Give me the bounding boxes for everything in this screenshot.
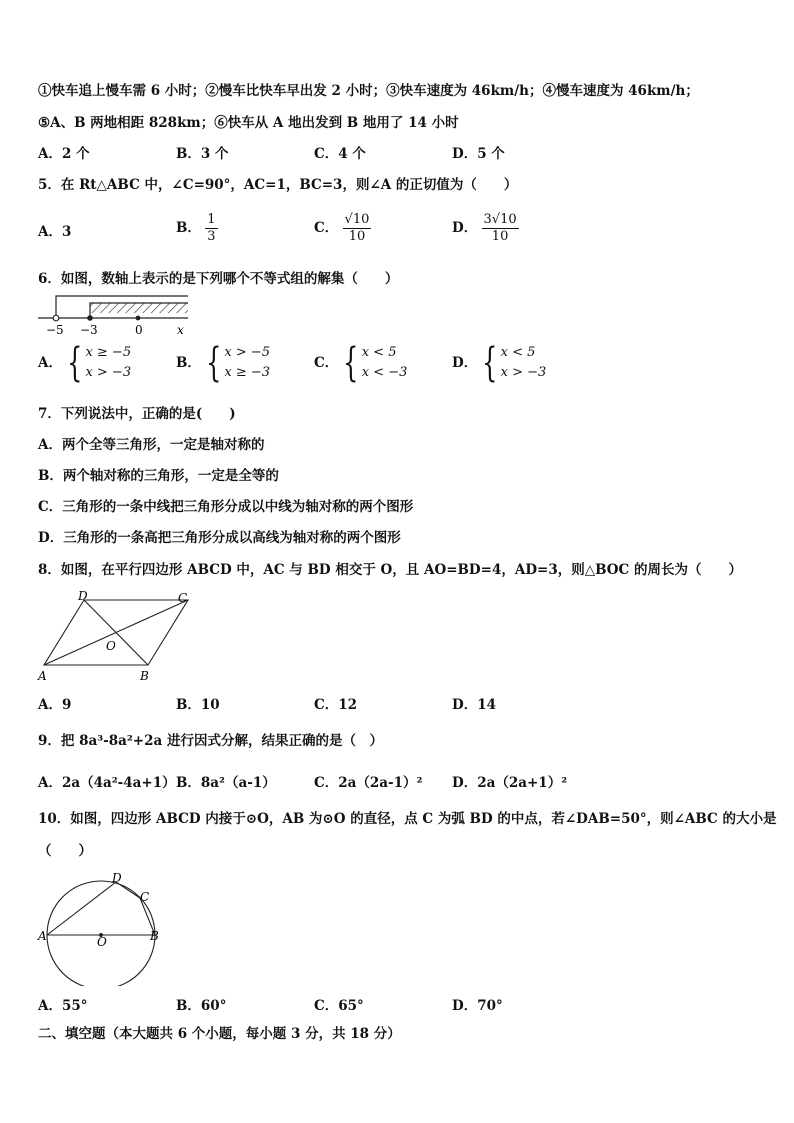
left-brace: { <box>482 340 498 386</box>
q6-option-a <box>38 340 132 386</box>
fraction <box>205 212 217 245</box>
point-label-b: B <box>140 669 149 683</box>
fraction <box>343 212 372 245</box>
point-label-a: A <box>38 669 47 683</box>
q9-option-d: D．2a（2a+1）² <box>452 775 568 791</box>
q9-option-c: C．2a（2a-1）² <box>314 775 423 791</box>
numerator: 3√10 <box>483 212 517 227</box>
point-label-o: O <box>106 639 116 653</box>
option-label: C． <box>314 355 339 371</box>
q10-option-a: A．55° <box>38 998 88 1014</box>
inequality-row-2: x > −3 <box>85 365 132 380</box>
point-label-d: D <box>112 871 122 885</box>
point-label-b: B <box>150 929 159 943</box>
hatched-region <box>90 303 188 313</box>
question-10-stem-paren: （ ） <box>38 843 92 859</box>
left-brace: { <box>67 340 83 386</box>
open-point-minus-5 <box>53 315 59 321</box>
question-9-stem: 9．把 8a³-8a²+2a 进行因式分解，结果正确的是（ ） <box>38 733 383 749</box>
q9-option-a: A．2a（4a²-4a+1） <box>38 775 176 791</box>
denominator: 10 <box>491 229 509 244</box>
tick-label-minus-5: −5 <box>46 323 64 337</box>
point-label-c: C <box>140 890 150 904</box>
inequality-system <box>452 340 547 386</box>
inequality-system <box>314 340 408 386</box>
parallelogram-figure <box>36 588 196 684</box>
left-brace: { <box>343 340 359 386</box>
question-4-line-2: ⑤A、B 两地相距 828km；⑥快车从 A 地出发到 B 地用了 14 小时 <box>38 115 459 131</box>
q10-option-b: B．60° <box>176 998 227 1014</box>
tick-label-minus-3: −3 <box>80 323 98 337</box>
q5-option-a: A．3 <box>38 224 72 240</box>
inequality-row-1: x ≥ −5 <box>85 345 132 360</box>
point-label-c: C <box>178 591 188 605</box>
q8-option-c: C．12 <box>314 697 358 713</box>
q4-option-a: A．2 个 <box>38 146 90 162</box>
tick-label-zero: 0 <box>135 323 143 337</box>
q8-option-b: B．10 <box>176 697 220 713</box>
q5-option-c <box>314 212 371 245</box>
closed-point-minus-3 <box>87 315 93 321</box>
q4-option-b: B．3 个 <box>176 146 229 162</box>
question-4-line-1: ①快车追上慢车需 6 小时；②慢车比快车早出发 2 小时；③快车速度为 46km/h；④慢车速度为 46km/h； <box>38 83 699 99</box>
point-label-a: A <box>38 929 47 943</box>
numerator: √10 <box>344 212 370 227</box>
option-label: B． <box>176 355 201 371</box>
q4-option-c: C．4 个 <box>314 146 366 162</box>
question-5-stem: 5．在 Rt△ABC 中，∠C=90°，AC=1，BC=3，则∠A 的正切值为（ ） <box>38 177 518 193</box>
inequality-row-1: x < 5 <box>361 345 397 360</box>
fraction <box>482 212 519 245</box>
q6-option-d <box>452 340 547 386</box>
q5-option-b <box>176 212 218 245</box>
q8-option-a: A．9 <box>38 697 72 713</box>
circle-figure <box>36 868 166 986</box>
q7-option-b: B．两个轴对称的三角形，一定是全等的 <box>38 468 279 484</box>
section-2-heading: 二、填空题（本大题共 6 个小题，每小题 3 分，共 18 分） <box>38 1026 401 1042</box>
question-6-stem: 6．如图，数轴上表示的是下列哪个不等式组的解集（ ） <box>38 271 399 287</box>
inequality-row-2: x > −3 <box>500 365 547 380</box>
inequality-row-2: x < −3 <box>361 365 408 380</box>
q4-option-d: D．5 个 <box>452 146 505 162</box>
point-label-d: D <box>78 589 88 603</box>
inequality-row-1: x > −5 <box>224 345 271 360</box>
q7-option-a: A．两个全等三角形，一定是轴对称的 <box>38 437 265 453</box>
denominator: 3 <box>207 229 216 244</box>
q5-option-c-label: C． <box>314 220 339 236</box>
q8-option-d: D．14 <box>452 697 496 713</box>
q6-option-c <box>314 340 408 386</box>
question-10-stem: 10．如图，四边形 ABCD 内接于⊙O，AB 为⊙O 的直径，点 C 为弧 BD 的中点，若∠DAB=50°，则∠ABC 的大小是 <box>38 811 777 827</box>
q5-option-b-label: B． <box>176 220 201 236</box>
q9-option-b: B．8a²（a-1） <box>176 775 276 791</box>
quadrilateral-abcd <box>47 882 155 935</box>
q5-option-d-label: D． <box>452 220 478 236</box>
question-7-stem: 7．下列说法中，正确的是( ) <box>38 406 236 422</box>
inequality-system <box>38 340 132 386</box>
inequality-row-1: x < 5 <box>500 345 536 360</box>
point-label-o: O <box>97 935 107 949</box>
q6-option-b <box>176 340 271 386</box>
q5-option-d <box>452 212 519 245</box>
q7-option-d: D．三角形的一条高把三角形分成以高线为轴对称的两个图形 <box>38 530 401 546</box>
q10-option-d: D．70° <box>452 998 503 1014</box>
inequality-system <box>176 340 271 386</box>
denominator: 10 <box>348 229 366 244</box>
question-8-stem: 8．如图，在平行四边形 ABCD 中，AC 与 BD 相交于 O，且 AO=BD=4，AD=3，则△BOC 的周长为（ ） <box>38 562 742 578</box>
left-brace: { <box>206 340 222 386</box>
q10-option-c: C．65° <box>314 998 364 1014</box>
option-label: A． <box>38 355 62 371</box>
inequality-row-2: x ≥ −3 <box>224 365 271 380</box>
number-line-figure <box>36 292 196 338</box>
numerator: 1 <box>207 212 216 227</box>
option-label: D． <box>452 355 478 371</box>
origin-point <box>136 316 141 321</box>
axis-variable-label: x <box>177 323 184 337</box>
diagonal-bd <box>84 600 148 665</box>
q7-option-c: C．三角形的一条中线把三角形分成以中线为轴对称的两个图形 <box>38 499 414 515</box>
